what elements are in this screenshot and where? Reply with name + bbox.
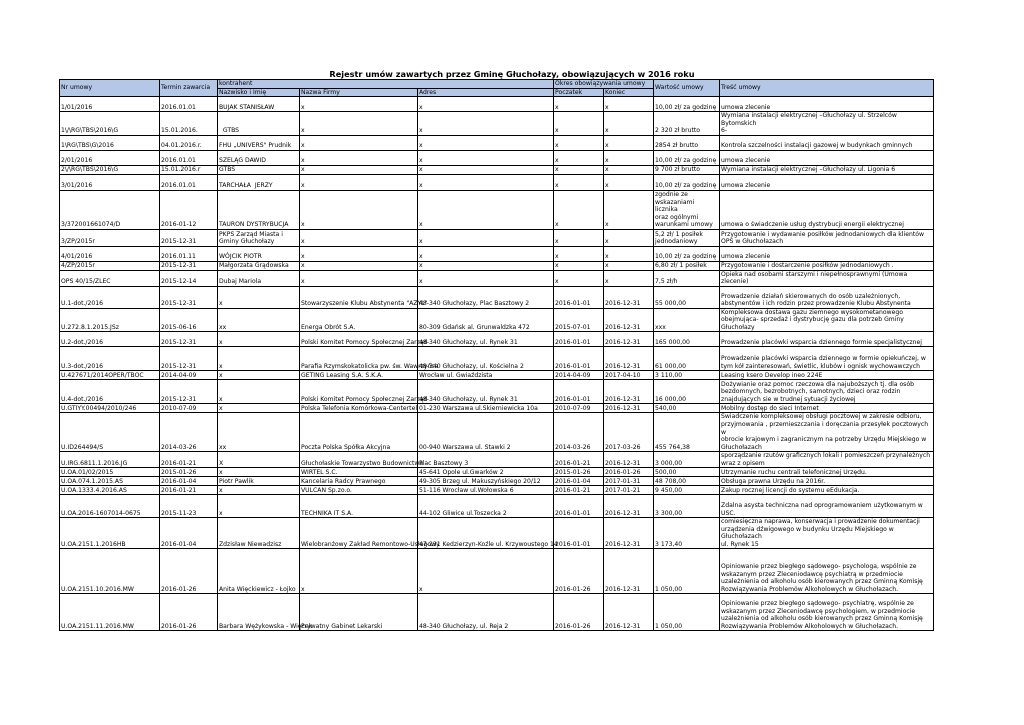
cell-tresc: Świadczenie kompleksowej obsługi pocztowej w zakresie odbioru, przyjmowania , przemieszczania i doręczania przesyłek pocztowych w obrocie krajowym i zagranicznym na potrzeby Urzędu Miejskiego w Głuchołazach (720, 413, 934, 452)
cell-adres: x (418, 112, 554, 136)
header-nr: Nr umowy (60, 80, 160, 97)
cell-poczatek: 2015-01-26 (554, 468, 604, 477)
cell-firma: GETING Leasing S.A. S.K.A. (300, 371, 418, 380)
cell-wartosc: 3 110,00 (654, 371, 720, 380)
cell-poczatek: x (554, 135, 604, 150)
cell-adres: Plac Basztowy 3 (418, 452, 554, 468)
cell-firma: x (300, 246, 418, 261)
header-row (60, 80, 934, 89)
cell-nazwisko: x (218, 286, 300, 308)
cell-wartosc: 48 708,00 (654, 477, 720, 486)
cell-tresc: Mobilny dostęp do sieci Internet (720, 404, 934, 413)
cell-koniec: 2016-12-31 (604, 380, 654, 404)
table-row (60, 246, 934, 261)
cell-nazwisko: x (218, 495, 300, 518)
cell-adres: Wrocław ul. Gwiaździsta (418, 371, 554, 380)
cell-poczatek: x (554, 261, 604, 270)
cell-poczatek: 2016-01-04 (554, 477, 604, 486)
cell-koniec: x (604, 270, 654, 286)
cell-adres: 01-230 Warszawa ul.Skierniewicka 10a (418, 404, 554, 413)
cell-koniec: 2016-12-31 (604, 332, 654, 347)
cell-poczatek: 2016-01-01 (554, 380, 604, 404)
cell-nr: OPS 40/15/ZLEC (60, 270, 160, 286)
table-row (60, 380, 934, 404)
cell-nr: 4/01/2016 (60, 246, 160, 261)
cell-firma: Energa Obrót S.A. (300, 308, 418, 332)
cell-nr: 1/01/2016 (60, 97, 160, 112)
table-row (60, 97, 934, 112)
cell-nazwisko: Anita Więckiewicz - Łojko (218, 549, 300, 594)
cell-poczatek: 2016-01-01 (554, 518, 604, 549)
cell-nr: U.GTIYY.00494/2010/246 (60, 404, 160, 413)
cell-firma: x (300, 165, 418, 174)
cell-tresc: Kompleksowa dostawa gazu ziemnego wysokometanowego obejmująca- sprzedaż i dystrybucję gazu dla potrzeb Gminy Głuchołazy (720, 308, 934, 332)
cell-termin: 2015-12-31 (160, 332, 218, 347)
cell-koniec: 2016-12-31 (604, 347, 654, 371)
cell-poczatek: x (554, 97, 604, 112)
cell-nr: U.2-dot./2016 (60, 332, 160, 347)
cell-wartosc: 10,00 zł/ za godzinę (654, 97, 720, 112)
cell-wartosc: 455 764,38 (654, 413, 720, 452)
cell-koniec: x (604, 229, 654, 246)
cell-koniec: x (604, 261, 654, 270)
table-row (60, 549, 934, 594)
table-row (60, 165, 934, 174)
table-row (60, 468, 934, 477)
cell-adres: 44-102 Gliwice ul.Toszecka 2 (418, 495, 554, 518)
header-kontrahent: kontrahent (218, 80, 554, 89)
cell-koniec: 2016-12-31 (604, 452, 654, 468)
table-row (60, 594, 934, 631)
cell-termin: 2016-01-21 (160, 486, 218, 495)
cell-adres: 47-231 Kedzierzyn-Koźle ul. Krzywoustego 14 (418, 518, 554, 549)
cell-firma: Polski Komitet Pomocy Społecznej Zarząd (300, 380, 418, 404)
cell-firma: x (300, 261, 418, 270)
cell-firma: x (300, 229, 418, 246)
cell-adres: 48-340 Głuchołazy, Plac Basztowy 2 (418, 286, 554, 308)
cell-termin: 2015-11-23 (160, 495, 218, 518)
cell-nr: U.OA.1333.4.2016.AS (60, 486, 160, 495)
table-row (60, 229, 934, 246)
cell-termin: 2015-12-31 (160, 261, 218, 270)
cell-firma: WIRTEL S.C. (300, 468, 418, 477)
cell-nazwisko: BUJAK STANISŁAW (218, 97, 300, 112)
cell-nazwisko: WÓJCIK PIOTR (218, 246, 300, 261)
table-row (60, 261, 934, 270)
cell-nazwisko: x (218, 332, 300, 347)
cell-tresc: umowa zlecenie (720, 150, 934, 165)
table-row (60, 286, 934, 308)
cell-poczatek: 2016-01-21 (554, 452, 604, 468)
cell-nazwisko: Dubaj Mariola (218, 270, 300, 286)
table-row (60, 347, 934, 371)
cell-nr: 4/ZP/2015r (60, 261, 160, 270)
cell-wartosc: 5,2 zł/ 1 posiłek jednodaniowy (654, 229, 720, 246)
cell-tresc: Prowadzenie placówki wsparcia dziennego w formie opiekuńczej, w tym kół zainteresowań, świetlic, klubów i ognisk wychowawczych (720, 347, 934, 371)
cell-poczatek: 2016-01-26 (554, 549, 604, 594)
contracts-table (59, 79, 934, 631)
cell-tresc: Zakup rocznej licencji do systemu eEdukacja. (720, 486, 934, 495)
cell-koniec: 2017-01-21 (604, 486, 654, 495)
table-row (60, 174, 934, 190)
table-row (60, 371, 934, 380)
cell-termin: 2016.01.01 (160, 174, 218, 190)
cell-poczatek: x (554, 150, 604, 165)
cell-termin: 2015-12-31 (160, 380, 218, 404)
cell-poczatek: 2016-01-01 (554, 495, 604, 518)
cell-adres: x (418, 229, 554, 246)
cell-nazwisko: x (218, 347, 300, 371)
cell-nr: 2/01/2016 (60, 150, 160, 165)
cell-wartosc: 3 173,40 (654, 518, 720, 549)
cell-nazwisko: TAURON DYSTRYBUCJA (218, 190, 300, 229)
cell-termin: 2016-01-12 (160, 190, 218, 229)
table-row (60, 495, 934, 518)
cell-nr: 1\/\RG\TBS\2016\G (60, 112, 160, 136)
cell-firma: Prywatny Gabinet Lekarski (300, 594, 418, 631)
cell-koniec: 2016-01-26 (604, 468, 654, 477)
cell-tresc: Zdalna asysta techniczna nad oprogramowaniem użytkowanym w USC. (720, 495, 934, 518)
table-row (60, 452, 934, 468)
cell-poczatek: x (554, 165, 604, 174)
cell-nr: U.OA.2151.1.2016HB (60, 518, 160, 549)
cell-koniec: x (604, 135, 654, 150)
cell-koniec: x (604, 174, 654, 190)
cell-adres: 51-116 Wrocław ul.Wołowska 6 (418, 486, 554, 495)
cell-poczatek: x (554, 270, 604, 286)
cell-nazwisko: SZELĄG DAWID (218, 150, 300, 165)
cell-tresc: umowa zlecenie (720, 246, 934, 261)
cell-adres: 45-641 Opole ul.Gwarków 2 (418, 468, 554, 477)
cell-koniec: x (604, 190, 654, 229)
cell-firma: Polska Telefonia Komórkowa-Centertel (301, 404, 418, 412)
cell-termin: 2015-12-31 (160, 347, 218, 371)
cell-termin: 2014-04-09 (160, 371, 218, 380)
cell-nazwisko: X (218, 452, 300, 468)
cell-poczatek: 2016-01-01 (554, 347, 604, 371)
cell-tresc: Dożywianie oraz pomoc rzeczowa dla najuboższych tj. dla osób bezdomnych, bezrobotnych, samotnych, dzieci oraz rodzin znajdujących sie w trudnej sytuacji życiowej (720, 380, 934, 404)
cell-firma: Głuchołaskie Towarzystwo Budownictwa (300, 452, 418, 468)
cell-firma: x (300, 270, 418, 286)
cell-tresc: umowa zlecenie (720, 97, 934, 112)
header-poczatek: Poczatek (554, 88, 604, 97)
cell-nr: U.ID264494/S (60, 413, 160, 452)
cell-nazwisko: GTBS (218, 112, 300, 136)
cell-firma: Kancelaria Radcy Prawnego (300, 477, 418, 486)
cell-koniec: x (604, 246, 654, 261)
cell-nr: 3/ZP/2015r (60, 229, 160, 246)
cell-nr: U.OA.074.1.2015.AS (60, 477, 160, 486)
cell-termin: 2010-07-09 (160, 404, 218, 413)
cell-tresc: Kontrola szczelności instalacji gazowej w budynkach gminnych (720, 135, 934, 150)
cell-koniec: 2016-12-31 (604, 495, 654, 518)
cell-tresc: umowa zlecenie (720, 174, 934, 190)
cell-tresc: Wymiana instalacji elektrycznej –Głuchołazy ul. Strzelców Bytomskich 6- (720, 112, 934, 136)
cell-koniec: 2016-12-31 (604, 594, 654, 631)
cell-adres: x (418, 246, 554, 261)
cell-nr: U.272.8.1.2015.JSz (60, 308, 160, 332)
cell-wartosc: 61 000,00 (654, 347, 720, 371)
cell-wartosc: 7,5 zł/h (654, 270, 720, 286)
cell-wartosc: 9 700 zł brutto (654, 165, 720, 174)
cell-poczatek: 2016-01-21 (554, 486, 604, 495)
cell-termin: 2016-01-21 (160, 452, 218, 468)
cell-termin: 2015-06-16 (160, 308, 218, 332)
cell-adres: 00-940 Warszawa ul. Stawki 2 (418, 413, 554, 452)
cell-koniec: 2016-12-31 (604, 308, 654, 332)
cell-tresc: Przygotowanie i dostarczenie posiłków jednodaniowych . (720, 261, 934, 270)
cell-firma: Polski Komitet Pomocy Społecznej Zarząd (300, 332, 418, 347)
cell-nr: 2\/\RG\TBS\2016\G (60, 165, 160, 174)
cell-wartosc: 10,00 zł/ za godzinę (654, 174, 720, 190)
cell-adres: x (418, 261, 554, 270)
cell-nr: U.1-dot./2016 (60, 286, 160, 308)
cell-firma: VULCAN Sp.zo.o. (300, 486, 418, 495)
table-row (60, 332, 934, 347)
table-row (60, 518, 934, 549)
cell-wartosc: xxx (654, 308, 720, 332)
cell-poczatek: 2014-03-26 (554, 413, 604, 452)
table-row (60, 477, 934, 486)
cell-nr: 3/372001661074/D (60, 190, 160, 229)
header-nazwisko: Nazwisko i Imię (218, 88, 300, 97)
cell-adres: x (418, 135, 554, 150)
header-tresc: Treść umowy (720, 80, 934, 97)
cell-termin: 2016.01.01 (160, 150, 218, 165)
cell-nazwisko: xx (218, 413, 300, 452)
cell-firma: x (300, 150, 418, 165)
page-title: Rejestr umów zawartych przez Gminę Głuchołazy, obowiązujących w 2016 roku (329, 69, 695, 79)
cell-koniec: 2016-12-31 (604, 286, 654, 308)
cell-tresc: Przygotowanie i wydawanie posiłków jednodaniowych dla klientów OPS w Głuchołazach (720, 229, 934, 246)
cell-wartosc: 10,00 zł/ za godzinę (654, 150, 720, 165)
cell-nazwisko: x (218, 371, 300, 380)
cell-wartosc: 1 050,00 (654, 549, 720, 594)
cell-wartosc: 1 050,00 (654, 594, 720, 631)
cell-firma: Poczta Polska Spółka Akcyjna (300, 413, 418, 452)
cell-nr: U.3-dot./2016 (60, 347, 160, 371)
table-row (60, 308, 934, 332)
cell-tresc: Wymiana instalacji elektrycznej –Głuchołazy ul. Ligonia 6 (720, 165, 934, 174)
cell-koniec: 2017-01-31 (604, 477, 654, 486)
table-row (60, 112, 934, 136)
cell-wartosc: 55 000,00 (654, 286, 720, 308)
cell-wartosc: 540,00 (654, 404, 720, 413)
cell-adres: 48-340 Głuchołazy, ul. Rynek 31 (418, 380, 554, 404)
cell-nr: U.427671/2014OPER/TBOC (60, 371, 160, 380)
cell-koniec: 2016-12-31 (604, 549, 654, 594)
cell-nr: U.OA.2151.10.2016.MW (60, 549, 160, 594)
cell-poczatek: x (554, 112, 604, 136)
cell-firma: x (300, 97, 418, 112)
cell-poczatek: x (554, 174, 604, 190)
cell-nr: 3/01/2016 (60, 174, 160, 190)
cell-nr: U.OA.01/02/2015 (60, 468, 160, 477)
cell-termin: 15.01.2016. (160, 112, 218, 136)
cell-nazwisko: Piotr Pawlik (218, 477, 300, 486)
cell-wartosc: 9 450,00 (654, 486, 720, 495)
cell-termin: 2016-01-04 (160, 477, 218, 486)
cell-adres: 49-305 Brzeg ul. Makuszyńskiego 20/12 (418, 477, 554, 486)
cell-tresc: comiesięczna naprawa, konserwacja i prowadzenie dokumentacji urządzenia dźwigowego w budynku Urzędu Miejskiego w Głuchołazach ul. Rynek 15 (720, 518, 934, 549)
header-koniec: Koniec (604, 88, 654, 97)
cell-adres: 80-309 Gdańsk al. Grunwaldzka 472 (418, 308, 554, 332)
cell-adres: x (418, 97, 554, 112)
cell-nazwisko: FHU „UNIVERS" Prudnik (218, 135, 300, 150)
cell-firma: Parafia Rzymskokatolicka pw. św. Wawrzyńca (300, 347, 418, 371)
cell-nazwisko: x (218, 380, 300, 404)
cell-nazwisko: x (218, 468, 300, 477)
cell-poczatek: 2016-01-01 (554, 286, 604, 308)
cell-termin: 2015-01-26 (160, 468, 218, 477)
cell-firma: TECHNIKA IT S.A. (300, 495, 418, 518)
cell-termin: 2015-12-31 (160, 286, 218, 308)
cell-firma: Stowarzyszenie Klubu Abstynenta "AZYL" (300, 286, 418, 308)
cell-tresc: sporządzanie rzutów graficznych lokali i pomieszczeń przynależnych wraz z opisem (720, 452, 934, 468)
cell-adres: x (418, 549, 554, 594)
cell-termin: 2016-01-26 (160, 549, 218, 594)
cell-wartosc: 3 300,00 (654, 495, 720, 518)
cell-wartosc: 6,80 zł/ 1 posiłek (654, 261, 720, 270)
cell-adres: 48-340 Głuchołazy, ul. Reja 2 (418, 594, 554, 631)
cell-firma: x (300, 549, 418, 594)
cell-nazwisko: PKPS Zarząd Miasta i Gminy Głuchołazy (218, 229, 300, 246)
cell-termin: 2016.01.01 (160, 97, 218, 112)
cell-nazwisko: x (218, 486, 300, 495)
cell-termin: 2015-12-31 (160, 229, 218, 246)
cell-tresc: Leasing ksero Develop ineo 224E (720, 371, 934, 380)
cell-wartosc: 2 320 zł brutto (654, 112, 720, 136)
header-firma: Nazwa Firmy (300, 88, 418, 97)
cell-koniec: x (604, 165, 654, 174)
table-row (60, 190, 934, 229)
cell-adres: x (418, 150, 554, 165)
table-row (60, 404, 934, 413)
cell-wartosc: zgodnie ze wskazaniami licznika oraz ogólnymi warunkami umowy (654, 190, 720, 229)
cell-nazwisko: GTBS (218, 165, 300, 174)
table-row (60, 486, 934, 495)
cell-termin: 2015-12-14 (160, 270, 218, 286)
cell-termin: 2014-03-26 (160, 413, 218, 452)
table-row (60, 270, 934, 286)
table-row (60, 413, 934, 452)
cell-nr: U.4-dot./2016 (60, 380, 160, 404)
cell-firma: x (300, 190, 418, 229)
cell-nazwisko: Barbara Wężykowska - Więcek (218, 594, 300, 631)
cell-wartosc: 500,00 (654, 468, 720, 477)
cell-termin: 2016-01-04 (160, 518, 218, 549)
cell-poczatek: x (554, 229, 604, 246)
cell-nazwisko: TARCHAŁA JERZY (218, 174, 300, 190)
cell-koniec: 2017-03-26 (604, 413, 654, 452)
cell-wartosc: 16 000,00 (654, 380, 720, 404)
cell-termin: 2016.01.11 (160, 246, 218, 261)
cell-poczatek: x (554, 190, 604, 229)
cell-wartosc: 10,00 zł/ za godzinę (654, 246, 720, 261)
header-termin: Termin zawarcia (160, 80, 218, 97)
cell-firma: x (300, 135, 418, 150)
cell-termin: 15.01.2016.r (160, 165, 218, 174)
cell-nr: U.OA.2151.11.2016.MW (60, 594, 160, 631)
cell-tresc: Utrzymanie ruchu centrali telefonicznej Urzędu. (720, 468, 934, 477)
cell-tresc: Opieka nad osobami starszymi i niepełnosprawnymi (Umowa zlecenie) (720, 270, 934, 286)
cell-firma: x (300, 174, 418, 190)
cell-adres: 48-340 Głuchołazy, ul. Kościelna 2 (418, 347, 554, 371)
cell-adres: x (418, 165, 554, 174)
cell-wartosc: 165 000,00 (654, 332, 720, 347)
cell-koniec: 2016-12-31 (604, 404, 654, 413)
cell-tresc: umowa o świadczenie usług dystrybucji energii elektrycznej (720, 190, 934, 229)
header-okres: Okres obowiązywania umowy (554, 80, 654, 89)
cell-nr: 1\RG\TBS\G\2016 (60, 135, 160, 150)
cell-koniec: x (604, 150, 654, 165)
cell-tresc: Opiniowanie przez biegłego sądowego- psychiatrę, wspólnie ze wskazanym przez Zleceniodawcę psychologiem, w przedmiocie uzależnienia od alkoholu osób kierowanych przez Gminną Komisję Rozwiązywania Problemów Alkoholowych w Głuchołazach. (720, 594, 934, 631)
cell-poczatek: 2016-01-26 (554, 594, 604, 631)
cell-adres: x (418, 174, 554, 190)
cell-nr: U.IRG.6811.1.2016.JG (60, 452, 160, 468)
cell-poczatek: 2015-07-01 (554, 308, 604, 332)
cell-poczatek: 2014-04-09 (554, 371, 604, 380)
cell-koniec: 2016-12-31 (604, 518, 654, 549)
table-row (60, 150, 934, 165)
cell-tresc: Obsługa prawna Urzędu na 2016r. (720, 477, 934, 486)
cell-adres: x (418, 270, 554, 286)
cell-tresc: Opiniowanie przez biegłego sądowego- psychologa, wspólnie ze wskazanym przez Zleceniodawcę psychiatrą w przedmiocie uzależnienia od alkoholu osób kierowanych przez Gminną Komisję Rozwiązywania Problemów Alkoholowych w Głuchołazach. (720, 549, 934, 594)
cell-termin: 2016-01-26 (160, 594, 218, 631)
cell-firma: Wielobranżowy Zakład Remontowo-Usługowy (300, 518, 418, 549)
cell-koniec: x (604, 97, 654, 112)
cell-koniec: 2017-04-10 (604, 371, 654, 380)
cell-termin: 04.01.2016.r. (160, 135, 218, 150)
cell-tresc: Prowadzenie działań skierowanych do osób uzależnionych, abstynentów i ich rodzin przez prowadzenie Klubu Abstynenta (720, 286, 934, 308)
cell-poczatek: 2016-01-01 (554, 332, 604, 347)
cell-adres: 48-340 Głuchołazy, ul. Rynek 31 (418, 332, 554, 347)
header-adres: Adres (418, 88, 554, 97)
cell-wartosc: 3 000,00 (654, 452, 720, 468)
cell-firma: x (300, 112, 418, 136)
header-wartosc: Wartość umowy (654, 80, 720, 97)
cell-nazwisko: xx (218, 308, 300, 332)
cell-koniec: x (604, 112, 654, 136)
cell-nr: U.OA.2016-1607014-0675 (60, 495, 160, 518)
cell-adres: x (418, 190, 554, 229)
cell-nazwisko: Zdzisław Niewadzisz (218, 518, 300, 549)
cell-wartosc: 2854 zł brutto (654, 135, 720, 150)
cell-poczatek: 2010-07-09 (554, 404, 604, 413)
cell-nazwisko: x (218, 404, 300, 413)
cell-nazwisko: Małgorzata Grądowska (218, 261, 300, 270)
cell-poczatek: x (554, 246, 604, 261)
table-row (60, 135, 934, 150)
cell-tresc: Prowadzenie placówki wsparcia dziennego formie specjalistycznej (720, 332, 934, 347)
